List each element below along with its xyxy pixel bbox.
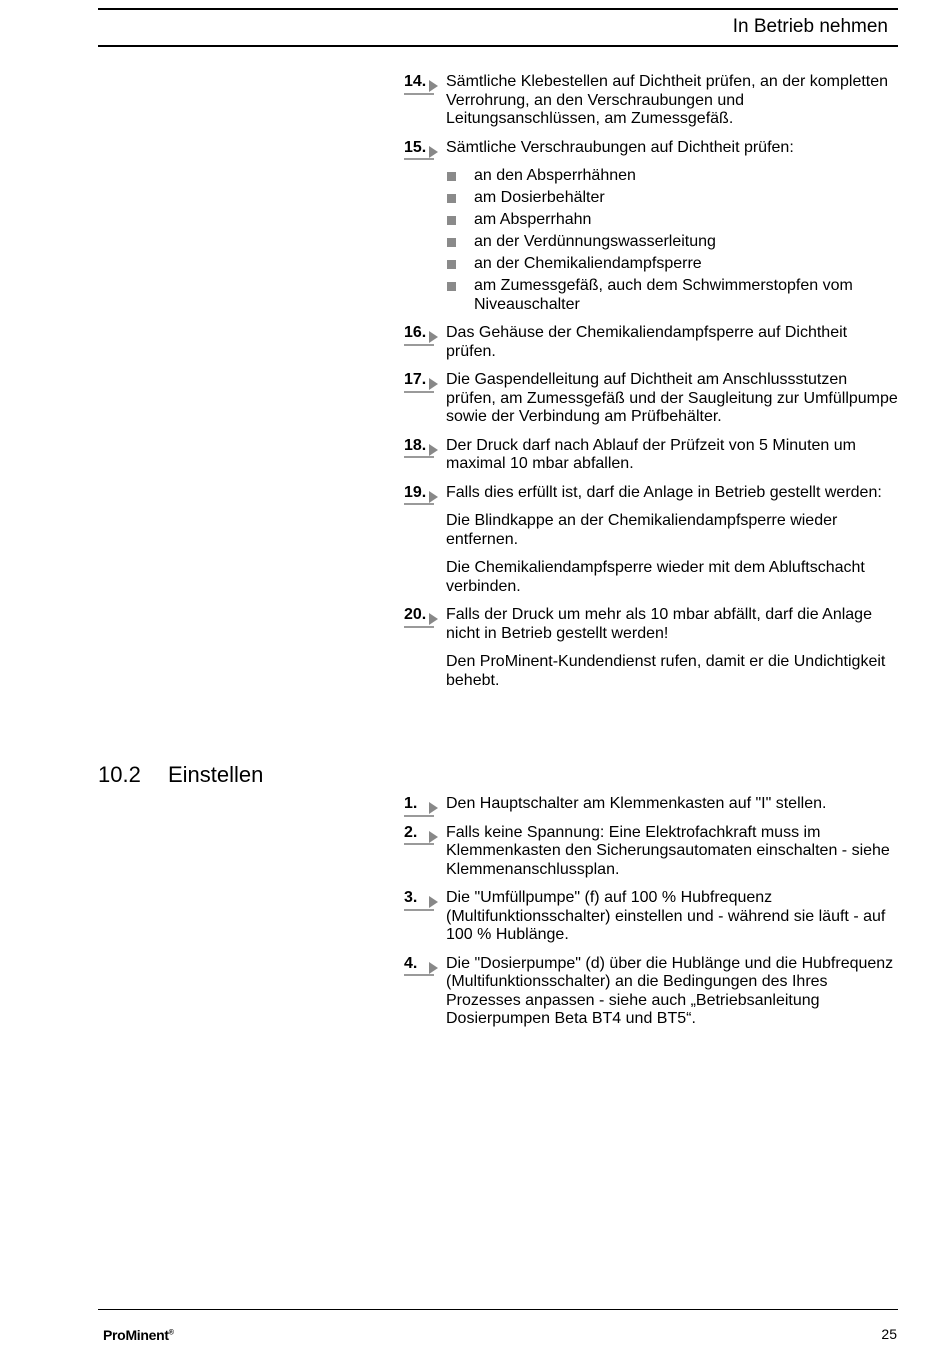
step-arrow-icon	[429, 331, 438, 343]
bullet-square-icon	[447, 194, 456, 203]
step-text: Falls dies erfüllt ist, darf die Anlage in Betrieb gestellt werden:	[446, 483, 882, 501]
step-item	[404, 324, 898, 361]
section-heading	[98, 762, 263, 788]
bullet-item	[446, 167, 898, 186]
step-arrow-icon	[429, 962, 438, 974]
step-number: 18.	[404, 437, 434, 459]
step-text: Falls der Druck um mehr als 10 mbar abfällt, darf die Anlage nicht in Betrieb gestellt werden!	[446, 606, 872, 642]
step-paragraph: Die Blindkappe an der Chemikaliendampfsperre wieder entfernen.	[446, 512, 838, 548]
step-text: Falls keine Spannung: Eine Elektrofachkraft muss im Klemmenkasten den Sicherungsautomaten einschalten - siehe Klemmenanschlussplan.	[446, 823, 890, 878]
bullet-text: an den Absperrhähnen	[474, 167, 636, 184]
step-item	[404, 484, 898, 597]
step-arrow-icon	[429, 146, 438, 158]
prominent-logo: ProMinent®	[103, 1327, 174, 1343]
step-number: 19.	[404, 484, 434, 506]
step-item	[404, 73, 898, 129]
step-arrow-icon	[429, 80, 438, 92]
step-number: 1.	[404, 795, 434, 817]
step-arrow-icon	[429, 378, 438, 390]
page-number: 25	[881, 1326, 897, 1342]
step-number: 14.	[404, 73, 434, 95]
bullet-item	[446, 211, 898, 230]
bullet-text: an der Chemikaliendampfsperre	[474, 255, 702, 272]
step-text: Den Hauptschalter am Klemmenkasten auf "I" stellen.	[446, 795, 827, 812]
step-text: Das Gehäuse der Chemikaliendampfsperre auf Dichtheit prüfen.	[446, 324, 848, 360]
bullet-item	[446, 277, 898, 314]
step-number: 16.	[404, 324, 434, 346]
step-number: 17.	[404, 371, 434, 393]
header-title: In Betrieb nehmen	[732, 16, 888, 37]
step-paragraph: Den ProMinent-Kundendienst rufen, damit er die Undichtigkeit behebt.	[446, 653, 886, 689]
header-top-rule	[98, 8, 898, 10]
bullet-item	[446, 255, 898, 274]
step-number: 3.	[404, 889, 434, 911]
step-text: Die "Umfüllpumpe" (f) auf 100 % Hubfrequenz (Multifunktionsschalter) einstellen und - während sie läuft - auf 100 % Hublänge.	[446, 889, 886, 943]
step-paragraph: Die Chemikaliendampfsperre wieder mit dem Abluftschacht verbinden.	[446, 559, 865, 595]
bullet-square-icon	[447, 238, 456, 247]
step-number: 20.	[404, 606, 434, 628]
step-item	[404, 955, 898, 1029]
bullet-square-icon	[447, 216, 456, 225]
bullet-text: am Dosierbehälter	[474, 189, 605, 206]
step-item	[404, 795, 898, 814]
step-text: Der Druck darf nach Ablauf der Prüfzeit von 5 Minuten um maximal 10 mbar abfallen.	[446, 436, 856, 472]
step-arrow-icon	[429, 491, 438, 503]
steps-list-b	[404, 795, 898, 1039]
section-number: 10.2	[98, 762, 141, 787]
header-bottom-rule	[98, 45, 898, 47]
step-text: Die Gaspendelleitung auf Dichtheit am Anschlussstutzen prüfen, am Zumessgefäß und der Saugleitung zur Umfüllpumpe sowie der Verbindung am Prüfbehälter.	[446, 371, 898, 425]
bullet-list	[446, 167, 898, 314]
bullet-text: am Absperrhahn	[474, 211, 592, 228]
bullet-text: an der Verdünnungswasserleitung	[474, 233, 716, 250]
section-title: Einstellen	[168, 762, 264, 787]
step-item	[404, 824, 898, 880]
step-text: Sämtliche Verschraubungen auf Dichtheit prüfen:	[446, 138, 794, 156]
step-text: Sämtliche Klebestellen auf Dichtheit prüfen, an der kompletten Verrohrung, an den Verschraubungen und Leitungsanschlüssen, am Zumessgefäß.	[446, 73, 889, 127]
bullet-item	[446, 233, 898, 252]
step-arrow-icon	[429, 802, 438, 814]
step-number: 2.	[404, 824, 434, 846]
step-text: Die "Dosierpumpe" (d) über die Hublänge und die Hubfrequenz (Multifunktionsschalter) an die Bedingungen des Ihres Prozesses anpassen - siehe auch „Betriebsanleitung Dosierpumpen Beta BT4 und BT5“.	[446, 954, 894, 1027]
bullet-text: am Zumessgefäß, auch dem Schwimmerstopfen vom Niveauschalter	[474, 277, 853, 313]
step-item	[404, 437, 898, 474]
step-item	[404, 889, 898, 945]
step-number: 4.	[404, 955, 434, 977]
bullet-square-icon	[447, 260, 456, 269]
step-arrow-icon	[429, 896, 438, 908]
bullet-square-icon	[447, 282, 456, 291]
step-arrow-icon	[429, 613, 438, 625]
step-item	[404, 606, 898, 690]
bullet-item	[446, 189, 898, 208]
step-arrow-icon	[429, 444, 438, 456]
step-number: 15.	[404, 139, 434, 161]
steps-list-a	[404, 73, 898, 700]
step-item	[404, 139, 898, 315]
footer-rule	[98, 1309, 898, 1310]
step-item	[404, 371, 898, 427]
bullet-square-icon	[447, 172, 456, 181]
step-arrow-icon	[429, 831, 438, 843]
